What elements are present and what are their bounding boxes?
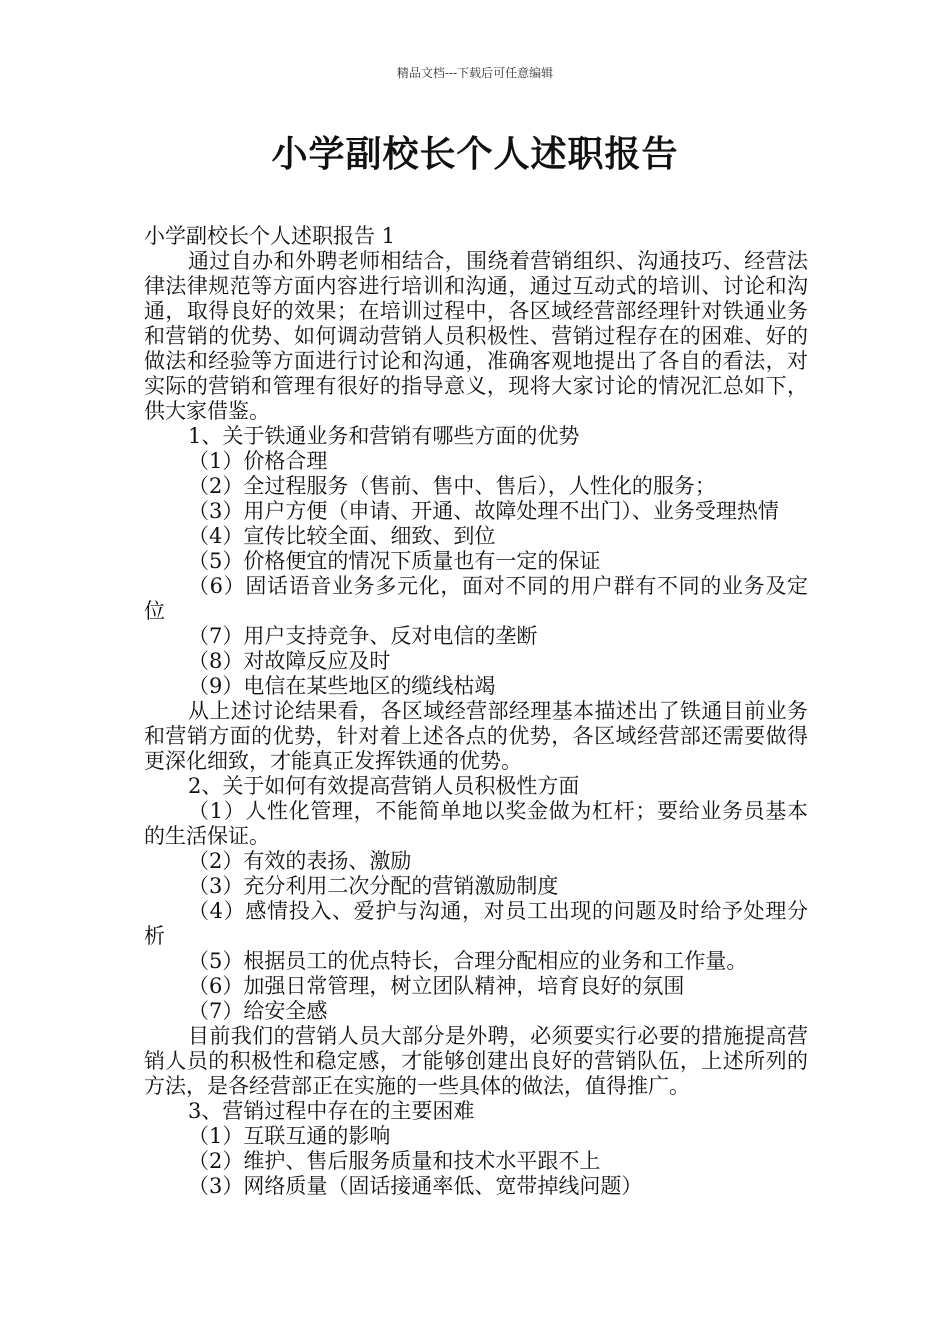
- header-note: 精品文档---下载后可任意编辑: [396, 66, 554, 80]
- list-item: （8）对故障反应及时: [188, 649, 391, 673]
- document-body: [144, 224, 808, 1199]
- list-item: （2）维护、售后服务质量和技术水平跟不上: [188, 1149, 601, 1173]
- list-item: （6）固话语音业务多元化，面对不同的用户群有不同的业务及定位: [144, 574, 808, 623]
- list-item: （1）价格合理: [188, 449, 328, 473]
- intro-paragraph: 通过自办和外聘老师相结合，围绕着营销组织、沟通技巧、经营法律法律规范等方面内容进行培训和沟通，通过互动式的培训、讨论和沟通，取得良好的效果；在培训过程中，各区域经营部经理针对铁通业务和营销的优势、如何调动营销人员积极性、营销过程存在的困难、好的做法和经验等方面进行讨论和沟通，准确客观地提出了各自的看法，对实际的营销和管理有很好的指导意义，现将大家讨论的情况汇总如下，供大家借鉴。: [144, 249, 808, 423]
- part1-summary: 从上述讨论结果看，各区域经营部经理基本描述出了铁通目前业务和营销方面的优势，针对着上述各点的优势，各区域经营部还需要做得更深化细致，才能真正发挥铁通的优势。: [144, 699, 808, 773]
- list-item: （4）宣传比较全面、细致、到位: [188, 524, 496, 548]
- list-item: （3）用户方便（申请、开通、故障处理不出门）、业务受理热情: [188, 499, 779, 523]
- list-item: （4）感情投入、爱护与沟通，对员工出现的问题及时给予处理分析: [144, 899, 808, 948]
- list-item: （7）用户支持竞争、反对电信的垄断: [188, 624, 538, 648]
- section-title: 小学副校长个人述职报告 1: [144, 224, 396, 248]
- part1-heading: 1、关于铁通业务和营销有哪些方面的优势: [188, 424, 580, 448]
- list-item: （6）加强日常管理，树立团队精神，培育良好的氛围: [188, 974, 685, 998]
- page-title: 小学副校长个人述职报告: [271, 134, 679, 175]
- list-item: （5）价格便宜的情况下质量也有一定的保证: [188, 549, 601, 573]
- part3-heading: 3、营销过程中存在的主要困难: [188, 1099, 475, 1123]
- list-item: （2）全过程服务（售前、售中、售后），人性化的服务；: [188, 474, 716, 498]
- list-item: （9）电信在某些地区的缆线枯竭: [188, 674, 496, 698]
- list-item: （7）给安全感: [188, 999, 328, 1023]
- list-item: （1）人性化管理，不能简单地以奖金做为杠杆；要给业务员基本的生活保证。: [144, 799, 808, 848]
- list-item: （5）根据员工的优点特长，合理分配相应的业务和工作量。: [188, 949, 748, 973]
- list-item: （2）有效的表扬、激励: [188, 849, 412, 873]
- list-item: （1）互联互通的影响: [188, 1124, 391, 1148]
- part2-summary: 目前我们的营销人员大部分是外聘，必须要实行必要的措施提高营销人员的积极性和稳定感，才能够创建出良好的营销队伍，上述所列的方法，是各经营部正在实施的一些具体的做法，值得推广。: [144, 1024, 808, 1098]
- part2-heading: 2、关于如何有效提高营销人员积极性方面: [188, 774, 580, 798]
- list-item: （3）充分利用二次分配的营销激励制度: [188, 874, 559, 898]
- list-item: （3）网络质量（固话接通率低、宽带掉线问题）: [188, 1174, 643, 1198]
